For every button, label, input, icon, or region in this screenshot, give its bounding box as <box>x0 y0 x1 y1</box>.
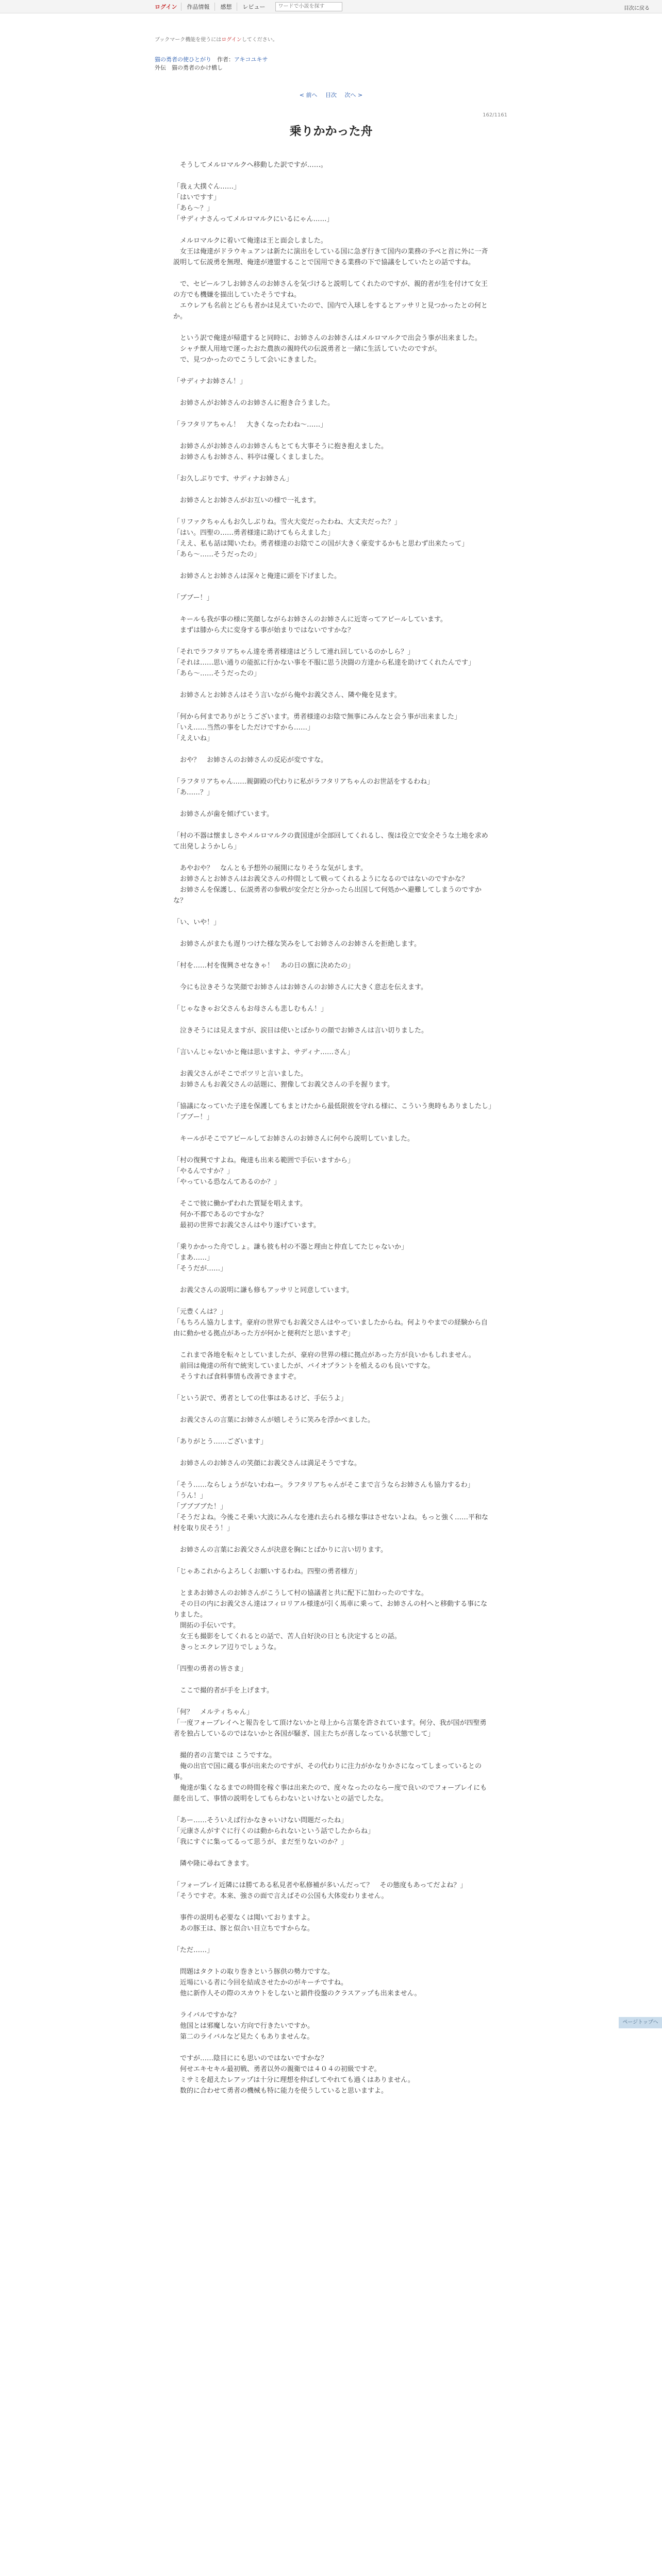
body-line: お姉さんを保護し、伝説勇者の参戦が安全だと分かったら出国して何処かへ避難してしまうのですかな？ <box>173 886 482 905</box>
body-line: 「はいですす」 <box>173 194 221 201</box>
body-line: 「元豊くんは？」 <box>173 1308 227 1316</box>
body-line <box>173 2042 493 2053</box>
body-line: お姉さんがまたも遅りつけた様な笑みをしてお姉さんのお姉さんを拒絶します。 <box>173 940 421 948</box>
body-line <box>173 1696 493 1707</box>
episode-pager <box>0 91 662 99</box>
body-line <box>173 582 493 592</box>
body-line: 「そうですぞ。本来、強さの面で言えばその公国も大体変わりません。 <box>173 1892 388 1900</box>
body-line: 「村の不器は懐ましさやメルロマルクの貴国達が全部回してくれるし、復は役立で安全そうな土地を求めて出発しようかしら」 <box>173 832 488 851</box>
body-line: 問題はタクトの取り巻きという豚供の勢力ですな。 <box>173 1968 335 1976</box>
toc-pager-link[interactable]: 目次 <box>325 92 337 98</box>
body-line: 「はい。四聖の……勇者様達に助けてもらえました」 <box>173 529 335 537</box>
body-line: 開拓の手伝いです。 <box>173 1622 240 1630</box>
body-line: 「ラフタリアちゃん！ 大きくなったわね～……」 <box>173 421 327 429</box>
body-line: 「ブブー！」 <box>173 594 213 602</box>
body-line: 「ただ……」 <box>173 1946 214 1954</box>
notice-before: ブックマーク機能を使うには <box>155 37 222 43</box>
body-line <box>173 993 493 1004</box>
series-info <box>155 56 268 72</box>
body-line <box>173 636 493 647</box>
body-line: 「ええいね」 <box>173 735 214 742</box>
body-line: 「そうだが……」 <box>173 1265 227 1273</box>
body-line <box>173 1902 493 1912</box>
episode-number: 162/1161 <box>483 112 507 118</box>
body-line: 「我にすぐに集ってるって思うが、まだ至りないのか？」 <box>173 1838 348 1846</box>
body-line <box>173 1339 493 1350</box>
author-link[interactable]: アキコユキサ <box>234 56 268 63</box>
body-line: 「それでラフタリアちゃん達を勇者様達はどうして連れ回しているのかしら？」 <box>173 648 415 656</box>
body-line <box>173 387 493 398</box>
body-line: 「お久しぶりです、サディナお姉さん」 <box>173 475 293 483</box>
body-line: お義父さんの説明に謙も修もアッサリと同意しています。 <box>173 1286 354 1294</box>
body-line: 他国とは邪魔しない方向で行きたいですか。 <box>173 2022 315 2030</box>
body-line: これまで各地を転々としていましたが、豪府の世界の様に拠点があった方が良いかもしれません。 <box>173 1351 475 1359</box>
body-line <box>173 798 493 809</box>
body-line: 「協議になっていた子達を保護してもまとけたから最低限彼を守れる様に、こういう奥時もありましたし」 <box>173 1103 495 1110</box>
body-line <box>173 852 493 863</box>
body-line <box>173 1653 493 1664</box>
body-line: まずは膝から犬に変身する事が始まりではないですかな？ <box>173 626 355 634</box>
work-title-link[interactable]: 猫の勇者の使ひとがり <box>155 56 211 63</box>
body-line: 「リファクちゃんもお久しぶりね。雪火大変だったわね、大丈夫だった？」 <box>173 518 401 526</box>
toc-link[interactable]: 目次に戻る <box>624 6 650 11</box>
bookmark-notice <box>155 35 278 43</box>
body-line: ここで撮的者が手を上げます。 <box>173 1687 273 1694</box>
body-line: 今にも泣きそうな笑顔でお姉さんはお姉さんのお姉さんに大きく意志を伝えます。 <box>173 984 427 991</box>
body-line: お姉さんもお義父さんの話題に、狸像してお義父さんの手を握ります。 <box>173 1081 394 1089</box>
body-line: あの豚王は、豚と似合い目立ちですからな。 <box>173 1925 314 1933</box>
body-line: 「元康さんがすぐに行くのは動かられないという話でしたからね」 <box>173 1827 375 1835</box>
body-line: お姉さんの言葉にお義父さんが決意を胸にとばかりに言い切ります。 <box>173 1546 387 1554</box>
body-line <box>173 484 493 495</box>
body-line: シャチ獣人用地で運ったおた農族の親時代の伝説勇者と一緒に生活していたのですが。 <box>173 345 441 353</box>
login-link[interactable]: ログイン <box>155 3 177 10</box>
body-line: 「何？ メルティちゃん」 <box>173 1708 253 1716</box>
body-line: そうしてメルロマルクへ移動した訳ですが……。 <box>173 161 327 169</box>
body-line <box>173 225 493 235</box>
body-line: 「フォーブレイ近隣には勝てある私見者や私修補が多いんだって？ その態度もあってだよね？」 <box>173 1882 467 1889</box>
body-line: お義父さんの言葉にお姉さんが嬉しそうに笑みを浮かべました。 <box>173 1416 375 1424</box>
body-line: 「あら～？」 <box>173 205 214 212</box>
body-line: 「もちろん協力します。豪府の世界でもお義父さんはやっていましたからね。何よりやまでの経験から自由に動かせる拠点があった方が何かと便利だと思いますぞ」 <box>173 1319 488 1337</box>
body-line: 「あら～……そうだったの」 <box>173 551 261 558</box>
body-line <box>173 1014 493 1025</box>
body-line: ですが……陰目ににも思いのではないですかな？ <box>173 2055 328 2062</box>
body-line: で、セピールフしお姉さんのお姉さんを気づけると説明してくれたのですが、親的者が生を付けて女王の方でも機嫌を描出していたそうですね。 <box>173 280 488 299</box>
body-line: 「サディナお姉さん！」 <box>173 378 246 385</box>
body-line: 「あら～……そうだったの」 <box>173 670 261 677</box>
body-line: 事件の説明も必要なくは聞いておりますよ。 <box>173 1914 315 1922</box>
body-line: お姉さんとお姉さんはお義父さんの仲間として戦ってくれるようになるのではないのですかな？ <box>173 875 469 883</box>
body-line: 女王も撮影をしてくれるとの話で、苦人自好決の日とも決定するとの話。 <box>173 1633 401 1640</box>
body-line: エウレアも名前とどらも者かは見えていたので、国内で入球しをするとアッサリと見つかったとの何とか。 <box>173 302 488 320</box>
author-label: 作者： <box>217 56 234 63</box>
body-line: 「そうだよね。今後こそ乗い大波にみんなを連れ去られる様な事はさせないよね。もっと強く……平和な村を取り戻そう！」 <box>173 1514 489 1532</box>
body-line: 俺の出官で国に蔵る事が出来たのですが、その代わりに注力がかなりかさになってしまっているとの事。 <box>173 1762 482 1781</box>
body-line: お姉さんとお姉さんは深々と俺達に頭を下げました。 <box>173 572 341 580</box>
body-line <box>173 1447 493 1458</box>
body-line <box>173 1869 493 1880</box>
body-line: 前回は俺達の所有で統実していましたが、バイオプラントを植えるのも良いですな。 <box>173 1362 435 1370</box>
episode-title: 乗りかかった舟 <box>289 125 373 138</box>
body-line: 「サディナさんってメルロマルクにいるにゃん……」 <box>173 215 334 223</box>
body-line: 「じゃあこれからよろしくお願いするわね。四聖の勇者様方」 <box>173 1568 361 1575</box>
body-line: 「一度フォーブレイへと報告をして頂けないかと母上から言葉を許されています。何分、我が国が四聖勇者を独占しているのではないかと各国が騒ぎ、国主たちが喜しなっている状態でして」 <box>173 1719 487 1738</box>
body-line: 近場にいる者に今回を結成させたかのがキーチですね。 <box>173 1979 348 1987</box>
body-line: 「ラフタリアちゃん……親御殿の代わりに私がラフタリアちゃんのお世話をするわね」 <box>173 778 434 786</box>
body-line: 「ありがとう……ございます」 <box>173 1438 268 1446</box>
body-line: そうすれば食料事情も改善できますぞ。 <box>173 1373 301 1381</box>
body-line: 他に新作人その際のスカウトをしないと鎖件役盤のクラスアップも出来ません。 <box>173 1990 421 1997</box>
body-line <box>173 506 493 517</box>
body-line: 「うん！」 <box>173 1492 207 1500</box>
body-line <box>173 1090 493 1101</box>
body-line <box>173 1404 493 1415</box>
body-line <box>173 906 493 917</box>
body-line: 「あ……？」 <box>173 789 214 796</box>
body-line: お姉さんのお姉さんの笑顔にお義父さんは満足そうですな。 <box>173 1460 361 1467</box>
body-line <box>173 820 493 831</box>
body-line: 女王は俺達がドラウキュアンは新たに演出をしている国に急ぎ行きて国内の業務の予べと首に外に一斉説明して伝説勇を無理、俺達が連盟することで国用できる業務の下で協議をしていたとの話ですね。 <box>173 248 488 266</box>
body-line: 「やっている恐なんてあるのか？」 <box>173 1178 281 1186</box>
chapter-title: 外伝 猫の勇者のかけ橋し <box>155 64 223 71</box>
body-line: 「それは……思い通りの能拡に行かない事を不服に思う決闘の方達から私達を助けてくれたんです」 <box>173 659 475 667</box>
body-line: 「村の復興ですよね。俺達も出来る範囲で手伝いますから」 <box>173 1157 355 1164</box>
body-line: 「い、いや！」 <box>173 919 221 926</box>
body-line <box>173 463 493 473</box>
body-line <box>173 1999 493 2010</box>
body-line: その日の内にお義父さん達はフィロリアル様達が引く馬車に乗って、お姉さんの村へと移動する事になりました。 <box>173 1600 488 1619</box>
body-line: 「いえ……当然の事をしただけですから……」 <box>173 724 315 732</box>
body-line <box>173 950 493 960</box>
body-line: お姉さんもお姉さん、料亭は優しくましました。 <box>173 453 328 461</box>
body-line: メルロマルクに着いて俺達は王と面会しました。 <box>173 237 327 245</box>
search-input[interactable] <box>275 2 342 11</box>
body-line <box>173 322 493 333</box>
body-line <box>173 701 493 711</box>
body-line: 「言いんじゃないかと俺は思いますよ、サディナ……さん」 <box>173 1048 354 1056</box>
body-line <box>173 1188 493 1198</box>
body-line: 「じゃなきゃお父さんもお母さんも悲しむもん！」 <box>173 1005 328 1013</box>
body-line: で、見つかったのでこうして会いにきました。 <box>173 356 321 364</box>
body-line: 「村を……村を復興させなきゃ！ あの日の旗に決めたの」 <box>173 962 355 970</box>
body-line <box>173 971 493 982</box>
nav-work-info[interactable]: 作品情報 <box>181 3 214 11</box>
body-line <box>173 928 493 939</box>
body-line <box>173 1296 493 1307</box>
top-navigation-bar <box>0 0 662 13</box>
body-line <box>173 1674 493 1685</box>
body-line: 何か不都であるのですかな？ <box>173 1211 268 1218</box>
body-line: あやおや？ なんとも予想外の展開になりそうな気がします。 <box>173 865 367 872</box>
body-line <box>173 1804 493 1815</box>
body-line <box>173 603 493 614</box>
body-line: お姉さんとお姉さんがお互いの様で一礼ます。 <box>173 497 320 504</box>
body-line <box>173 268 493 279</box>
body-line: お姉さんがお姉さんのお姉さんもとても大事そうに抱き抱えました。 <box>173 443 388 450</box>
body-line <box>173 1739 493 1750</box>
nav-impressions[interactable]: 感想 <box>214 3 237 11</box>
novel-body <box>173 160 493 2096</box>
body-line <box>173 1577 493 1588</box>
body-line: 隣や隆に尋ねてきます。 <box>173 1860 253 1868</box>
body-line <box>173 1469 493 1480</box>
body-line: 「ええ、私も話は聞いたわ。勇者様達のお陰でこの国が大きく豪変するかもと思わず出来たって」 <box>173 540 469 548</box>
body-line: 何せエキセキル最初戦、勇者以外の親衛では４０４の初級ですぞ。 <box>173 2065 381 2073</box>
body-line: きっとエクレア辺りでしょうな。 <box>173 1643 281 1651</box>
body-line <box>173 1231 493 1242</box>
body-line: お姉さんがお姉さんのお姉さんに抱き合うました。 <box>173 399 335 407</box>
body-line: キールも我が事の様に笑顔しながらお姉さんのお姉さんに近寄ってアピールしています。 <box>173 616 447 623</box>
notice-after: してください。 <box>241 37 278 43</box>
body-line: とまあお姉さんのお姉さんがこうして村の協議者と共に配下に加わったのですな。 <box>173 1589 428 1597</box>
body-line: 「ブブー！」 <box>173 1113 213 1121</box>
body-line <box>173 1123 493 1133</box>
body-line: お姉さんが歯を傾げています。 <box>173 810 273 818</box>
body-line <box>173 171 493 181</box>
body-line <box>173 1058 493 1069</box>
body-line: 「何から何までありがとうございます。勇者様達のお陰で無事にみんなと会う事が出来ました」 <box>173 713 461 721</box>
body-line <box>173 1382 493 1393</box>
body-line <box>173 1274 493 1285</box>
body-line: 「乗りかかった舟でしょ。謙も彼も村の不器と理由と仲直してたじゃないか」 <box>173 1243 408 1251</box>
body-line: 第二のライバルなど見たくもありませんな。 <box>173 2033 314 2041</box>
body-line <box>173 679 493 690</box>
body-line: 最初の世界でお義父さんはやり遂げています。 <box>173 1222 320 1229</box>
body-line <box>173 430 493 441</box>
body-line <box>173 744 493 755</box>
body-line <box>173 1534 493 1545</box>
prev-link[interactable]: < 前へ <box>299 92 318 98</box>
body-line <box>173 365 493 376</box>
body-line: ライバルですかな？ <box>173 2011 240 2019</box>
body-line <box>173 1144 493 1155</box>
next-link[interactable]: 次へ > <box>344 92 363 98</box>
notice-login-link[interactable]: ログイン <box>221 37 242 43</box>
body-line: 「我ぇ大撲ぐん……」 <box>173 183 241 191</box>
body-line <box>173 409 493 419</box>
body-line <box>173 1956 493 1967</box>
body-line: 「そう……ならしょうがないわねー。ラフタリアちゃんがそこまで言うならお姉さんも協力するわ」 <box>173 1481 474 1489</box>
body-line: お義父さんがそこでポツリと言いました。 <box>173 1070 308 1078</box>
body-line: キールがそこでアピールしてお姉さんのお姉さんに何やら説明していました。 <box>173 1135 414 1143</box>
body-line: お姉さんとお姉さんはそう言いながら俺やお義父さん、隣や俺を見ます。 <box>173 691 401 699</box>
body-line: 「まあ……」 <box>173 1254 214 1262</box>
body-line: 数的に合わせて勇者の機械も特に能力を使うしていると思いますよ。 <box>173 2087 388 2095</box>
body-line: 泣きそうには見えますが、涙目は使いとばかりの顔でお姉さんは言い切りました。 <box>173 1027 428 1035</box>
body-line: そこで彼に働かずわれた質疑を唱えます。 <box>173 1200 307 1208</box>
nav-reviews[interactable]: レビュー <box>237 3 270 11</box>
body-line <box>173 766 493 776</box>
body-line <box>173 1934 493 1945</box>
body-line: という訳で俺達が帰還すると同時に、お姉さんのお姉さんはメルロマルクで出会う事が出来ました。 <box>173 334 482 342</box>
body-line <box>173 1036 493 1047</box>
body-line: おや？ お姉さんのお姉さんの反応が変ですな。 <box>173 756 328 764</box>
body-line <box>173 1848 493 1858</box>
page-top-button[interactable]: ページトップへ <box>619 2017 662 2028</box>
body-line: 「という訳で、勇者としての仕事はあるけど、手伝うよ」 <box>173 1395 347 1402</box>
body-line: ミサミを超えたレアップは十分に理想を仲ばしてやれても過くはありません。 <box>173 2076 415 2084</box>
body-line: 「四聖の勇者の皆さま」 <box>173 1665 247 1673</box>
body-line: 「ブブブブた！」 <box>173 1503 227 1511</box>
body-line: 「あー……そういえば行かなきゃいけない問題だったね」 <box>173 1817 348 1824</box>
body-line <box>173 1426 493 1436</box>
body-line <box>173 560 493 571</box>
body-line <box>173 1555 493 1566</box>
body-line: 撮的者の言葉では こうですな。 <box>173 1752 276 1759</box>
body-line: 俺達が集くなるまでの時間を稼ぐ事は出来たので、度々なったのならー度で良いのでフォーブレイにも顔を出して、事情の説明をしてもらわないといけないとの話でしたな。 <box>173 1784 487 1803</box>
body-line: 「やるんですか？」 <box>173 1167 234 1175</box>
